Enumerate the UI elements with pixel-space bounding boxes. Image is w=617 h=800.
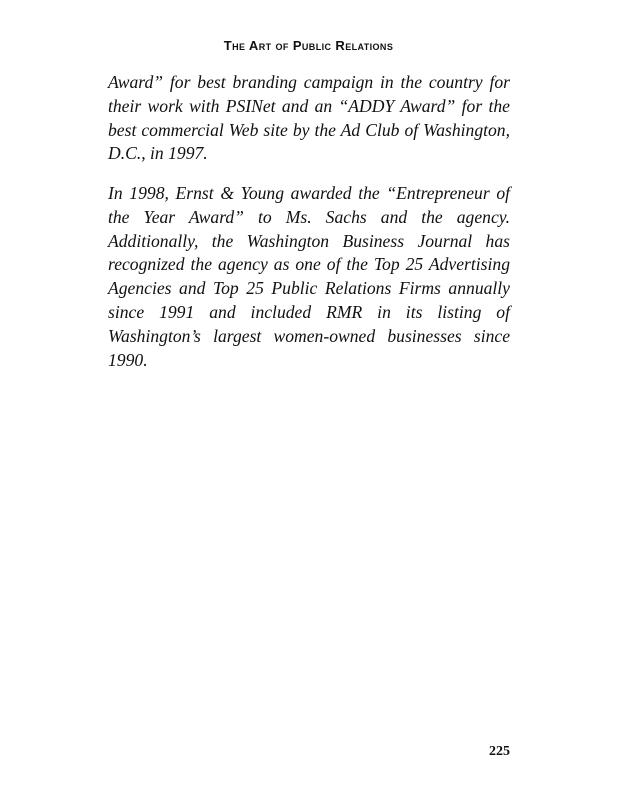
page-number: 225 <box>489 744 510 759</box>
running-header: The Art of Public Relations <box>223 38 394 53</box>
paragraph-awards-1997: Award” for best branding campaign in the country for their work with PSINet and an “ADDY Award” for the best commercial Web site by the Ad Club of Washington, D.C., in 1997. <box>108 72 510 164</box>
paragraph-awards-1998: In 1998, Ernst & Young awarded the “Entrepreneur of the Year Award” to Ms. Sachs and the agency. Additionally, the Washington Business Journal has recognized the agency as one of the Top 25 Advertising Agencies and Top 25 Public Relations Firms annually since 1991 and included RMR in its listing of Washington’s largest women-owned businesses since 1990. <box>108 183 510 370</box>
